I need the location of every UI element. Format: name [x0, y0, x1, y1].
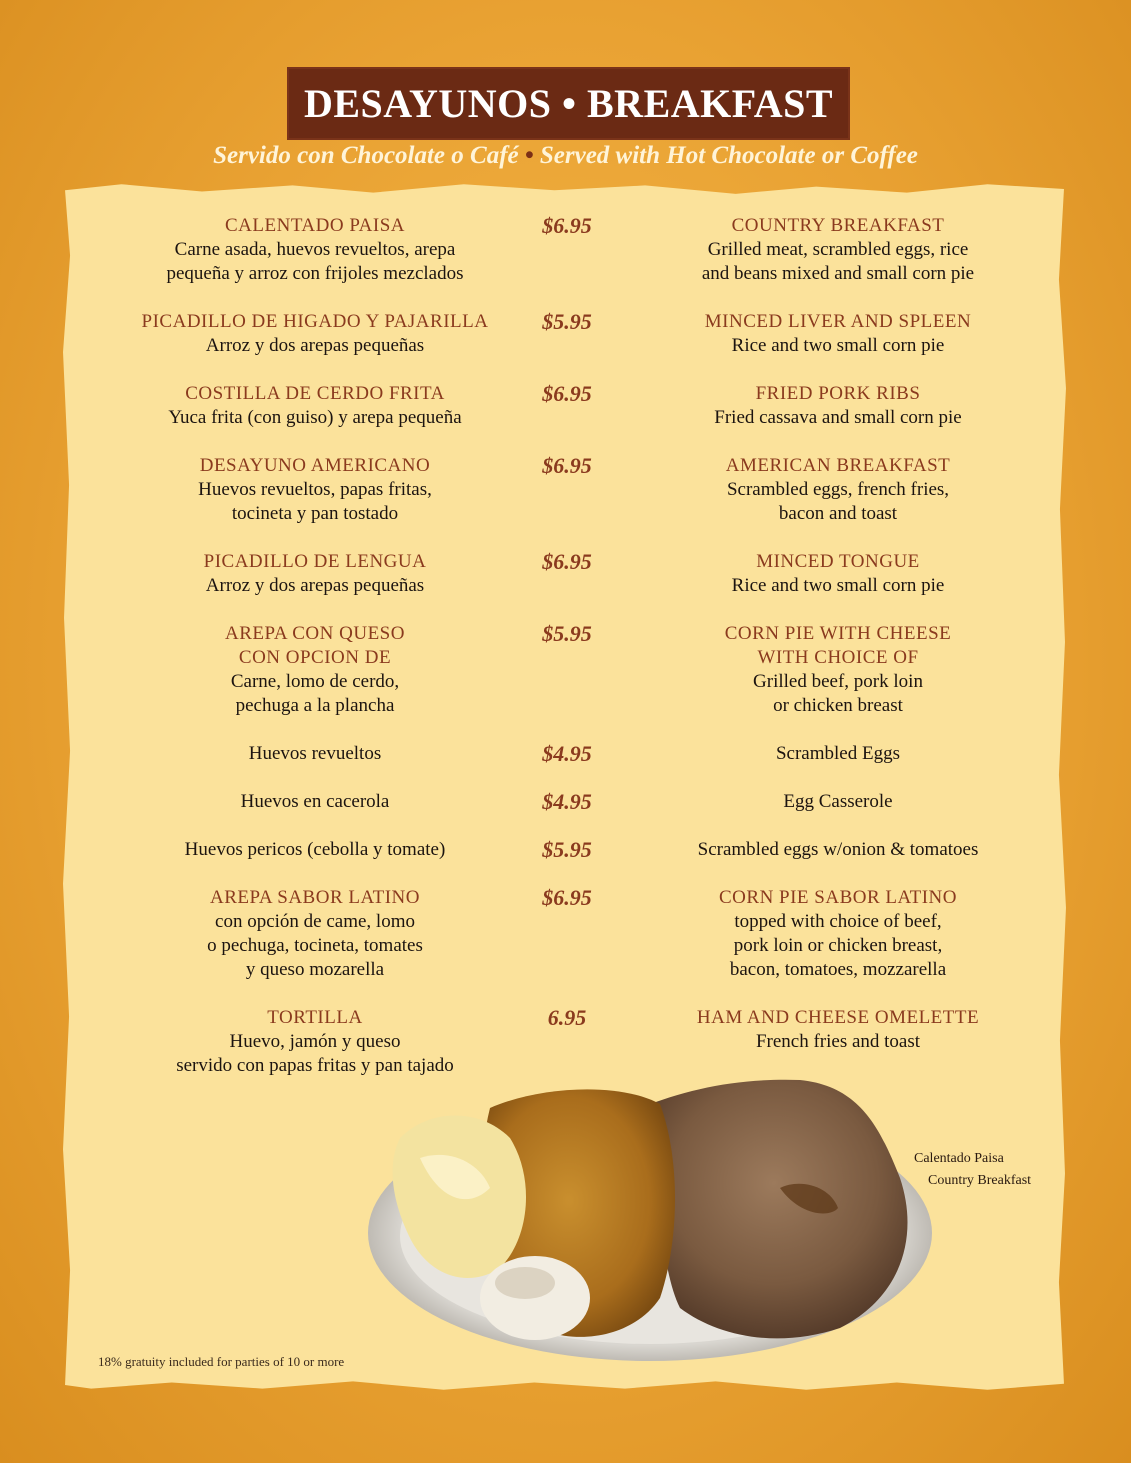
- arepa-shading: [495, 1267, 555, 1299]
- item-price: $6.95: [542, 885, 592, 910]
- item-price: $5.95: [542, 309, 592, 334]
- item-desc-en: Egg Casserole: [783, 791, 893, 812]
- item-name-en: HAM AND CHEESE OMELETTE: [696, 1007, 980, 1028]
- item-name-en: AMERICAN BREAKFAST: [725, 455, 951, 476]
- item-desc-es: Huevos pericos (cebolla y tomate): [184, 839, 446, 860]
- photo-caption-english: Country Breakfast: [928, 1173, 1032, 1188]
- item-desc-es: con opción de came, lomo o pechuga, tocineta, tomates y queso mozarella: [207, 911, 423, 980]
- item-name-en: CORN PIE SABOR LATINO: [719, 887, 957, 908]
- item-name-es: TORTILLA: [267, 1007, 363, 1028]
- item-name-en: COUNTRY BREAKFAST: [731, 215, 945, 236]
- item-desc-en: Scrambled eggs w/onion & tomatoes: [697, 839, 979, 860]
- item-desc-es: Carne, lomo de cerdo, pechuga a la plancha: [230, 671, 400, 716]
- item-price: $5.95: [542, 837, 592, 862]
- menu-title: DESAYUNOS • BREAKFAST: [303, 81, 834, 126]
- item-name-en: CORN PIE WITH CHEESE WITH CHOICE OF: [724, 623, 952, 668]
- item-price: $5.95: [542, 621, 592, 646]
- item-name-en: MINCED TONGUE: [756, 551, 920, 572]
- subtitle-english: Served with Hot Chocolate or Coffee: [539, 142, 918, 169]
- item-name-en: FRIED PORK RIBS: [755, 383, 921, 404]
- item-desc-en: French fries and toast: [755, 1031, 921, 1052]
- item-desc-es: Arroz y dos arepas pequeñas: [205, 335, 425, 356]
- item-price: $6.95: [542, 381, 592, 406]
- item-price: $6.95: [542, 453, 592, 478]
- item-desc-es: Huevo, jamón y queso servido con papas fritas y pan tajado: [176, 1031, 454, 1076]
- item-desc-es: Carne asada, huevos revueltos, arepa pequeña y arroz con frijoles mezclados: [166, 239, 464, 284]
- item-desc-en: topped with choice of beef, pork loin or chicken breast, bacon, tomatoes, mozzarella: [729, 911, 947, 980]
- item-desc-en: Grilled beef, pork loin or chicken breast: [753, 671, 923, 716]
- gratuity-note: 18% gratuity included for parties of 10 or more: [98, 1354, 345, 1369]
- item-desc-es: Arroz y dos arepas pequeñas: [205, 575, 425, 596]
- item-name-es: AREPA SABOR LATINO: [210, 887, 420, 908]
- item-desc-en: Fried cassava and small corn pie: [714, 407, 962, 428]
- item-name-es: DESAYUNO AMERICANO: [199, 455, 431, 476]
- item-name-es: PICADILLO DE LENGUA: [203, 551, 427, 572]
- title-banner: [289, 69, 848, 138]
- item-desc-es: Huevos en cacerola: [240, 791, 390, 812]
- item-desc-en: Rice and two small corn pie: [731, 575, 945, 596]
- item-desc-es: Huevos revueltos, papas fritas, tocineta y pan tostado: [198, 479, 432, 524]
- item-desc-es: Yuca frita (con guiso) y arepa pequeña: [168, 407, 462, 428]
- item-name-es: CALENTADO PAISA: [225, 215, 405, 236]
- item-price: $6.95: [542, 213, 592, 238]
- photo-caption-spanish: Calentado Paisa: [914, 1151, 1004, 1166]
- item-name-es: AREPA CON QUESO CON OPCION DE: [225, 623, 405, 668]
- grilled-meat: [640, 1080, 908, 1339]
- item-price: 6.95: [547, 1005, 587, 1030]
- item-desc-es: Huevos revueltos: [248, 743, 382, 764]
- item-desc-en: Rice and two small corn pie: [731, 335, 945, 356]
- item-price: $4.95: [542, 741, 592, 766]
- item-price: $4.95: [542, 789, 592, 814]
- menu-subtitle: [0, 142, 1131, 170]
- item-name-es: COSTILLA DE CERDO FRITA: [185, 383, 445, 404]
- subtitle-spanish: Servido con Chocolate o Café: [213, 142, 519, 169]
- item-desc-en: Scrambled Eggs: [775, 743, 900, 764]
- breakfast-plate-photo: [360, 1068, 950, 1368]
- item-desc-en: Grilled meat, scrambled eggs, rice and beans mixed and small corn pie: [701, 239, 975, 284]
- item-price: $6.95: [542, 549, 592, 574]
- subtitle-separator: •: [524, 142, 534, 169]
- item-name-en: MINCED LIVER AND SPLEEN: [704, 311, 972, 332]
- item-desc-en: Scrambled eggs, french fries, bacon and toast: [726, 479, 950, 524]
- item-name-es: PICADILLO DE HIGADO Y PAJARILLA: [141, 311, 489, 332]
- photo-caption: [898, 1148, 1058, 1192]
